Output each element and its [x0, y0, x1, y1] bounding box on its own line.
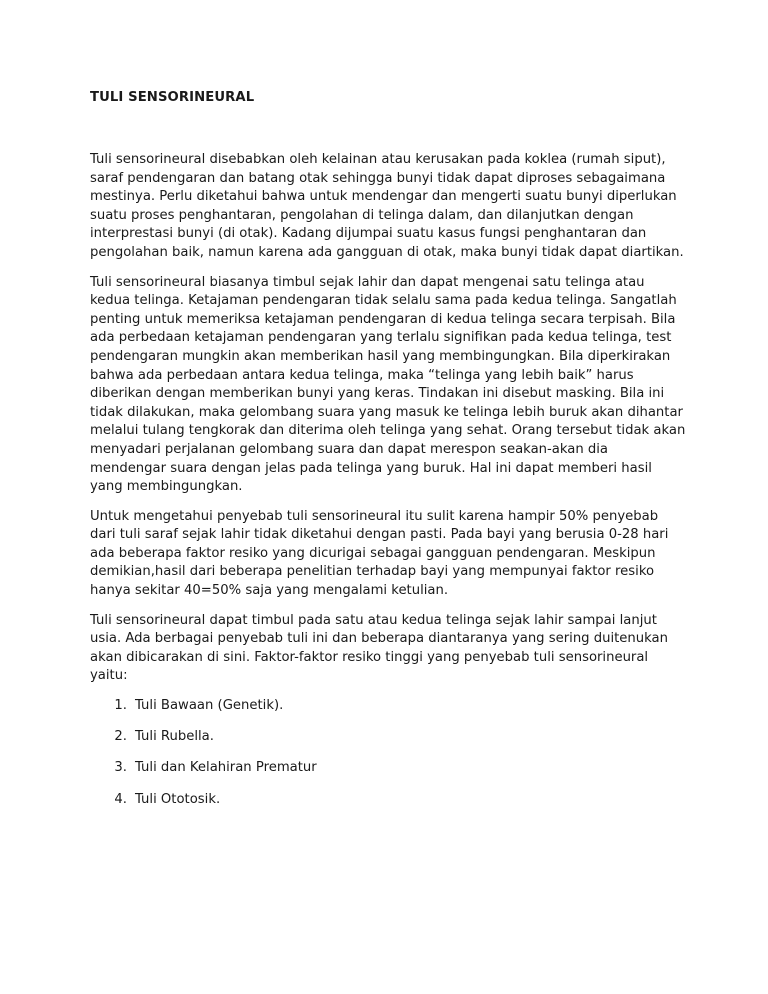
risk-factor-list — [90, 697, 686, 809]
list-item-number: 1. — [114, 698, 127, 714]
list-item-number: 2. — [114, 729, 127, 745]
list-item-number: 3. — [114, 760, 127, 776]
list-item-text: Tuli dan Kelahiran Prematur — [135, 760, 317, 776]
paragraph-risk-factors: Tuli sensorineural dapat timbul pada satu atau kedua telinga sejak lahir sampai lanjut usia. Ada berbagai penyebab tuli ini dan beberapa diantaranya yang sering duitenukan akan dibicarakan di sini. Faktor-faktor resiko tinggi yang penyebab tuli sensorineural yaitu: — [90, 612, 668, 684]
list-item — [90, 791, 686, 810]
paragraph-causes: Untuk mengetahui penyebab tuli sensorineural itu sulit karena hampir 50% penyebab dari tuli saraf sejak lahir tidak diketahui dengan pasti. Pada bayi yang berusia 0-28 hari ada beberapa faktor resiko yang dicurigai sebagai gangguan pendengaran. Meskipun demikian,hasil dari beberapa penelitian terhadap bayi yang mempunyai faktor resiko hanya sekitar 40=50% saja yang mengalami ketulian. — [90, 508, 669, 599]
list-item-number: 4. — [114, 791, 127, 807]
list-item — [90, 697, 686, 716]
document-title: TULI SENSORINEURAL — [90, 90, 255, 105]
document-body — [90, 151, 686, 809]
list-item-text: Tuli Rubella. — [135, 729, 214, 745]
list-item-text: Tuli Ototosik. — [135, 791, 221, 807]
list-item — [90, 728, 686, 747]
document-page — [90, 88, 686, 822]
list-item — [90, 759, 686, 778]
paragraph-masking: Tuli sensorineural biasanya timbul sejak lahir dan dapat mengenai satu telinga atau kedua telinga. Ketajaman pendengaran tidak selalu sama pada kedua telinga. Sangatlah penting untuk memeriksa ketajaman pendengaran di kedua telinga secara terpisah. Bila ada perbedaan ketajaman pendengaran yang terlalu signifikan pada kedua telinga, test pendengaran mungkin akan memberikan hasil yang membingungkan. Bila diperkirakan bahwa ada perbedaan antara kedua telinga, maka “telinga yang lebih baik” harus diberikan dengan memberikan bunyi yang keras. Tindakan ini disebut masking. Bila ini tidak dilakukan, maka gelombang suara yang masuk ke telinga lebih buruk akan dihantar melalui tulang tengkorak dan diterima oleh telinga yang sehat. Orang tersebut tidak akan menyadari perjalanan gelombang suara dan dapat merespon seakan-akan dia mendengar suara dengan jelas pada telinga yang buruk. Hal ini dapat memberi hasil yang membingungkan. — [90, 274, 686, 495]
list-item-text: Tuli Bawaan (Genetik). — [135, 698, 284, 714]
paragraph-definition: Tuli sensorineural disebabkan oleh kelainan atau kerusakan pada koklea (rumah siput), saraf pendengaran dan batang otak sehingga bunyi tidak dapat diproses sebagaimana mestinya. Perlu diketahui bahwa untuk mendengar dan mengerti suatu bunyi diperlukan suatu proses penghantaran, pengolahan di telinga dalam, dan dilanjutkan dengan interprestasi bunyi (di otak). Kadang dijumpai suatu kasus fungsi penghantaran dan pengolahan baik, namun karena ada gangguan di otak, maka bunyi tidak dapat diartikan. — [90, 152, 684, 260]
